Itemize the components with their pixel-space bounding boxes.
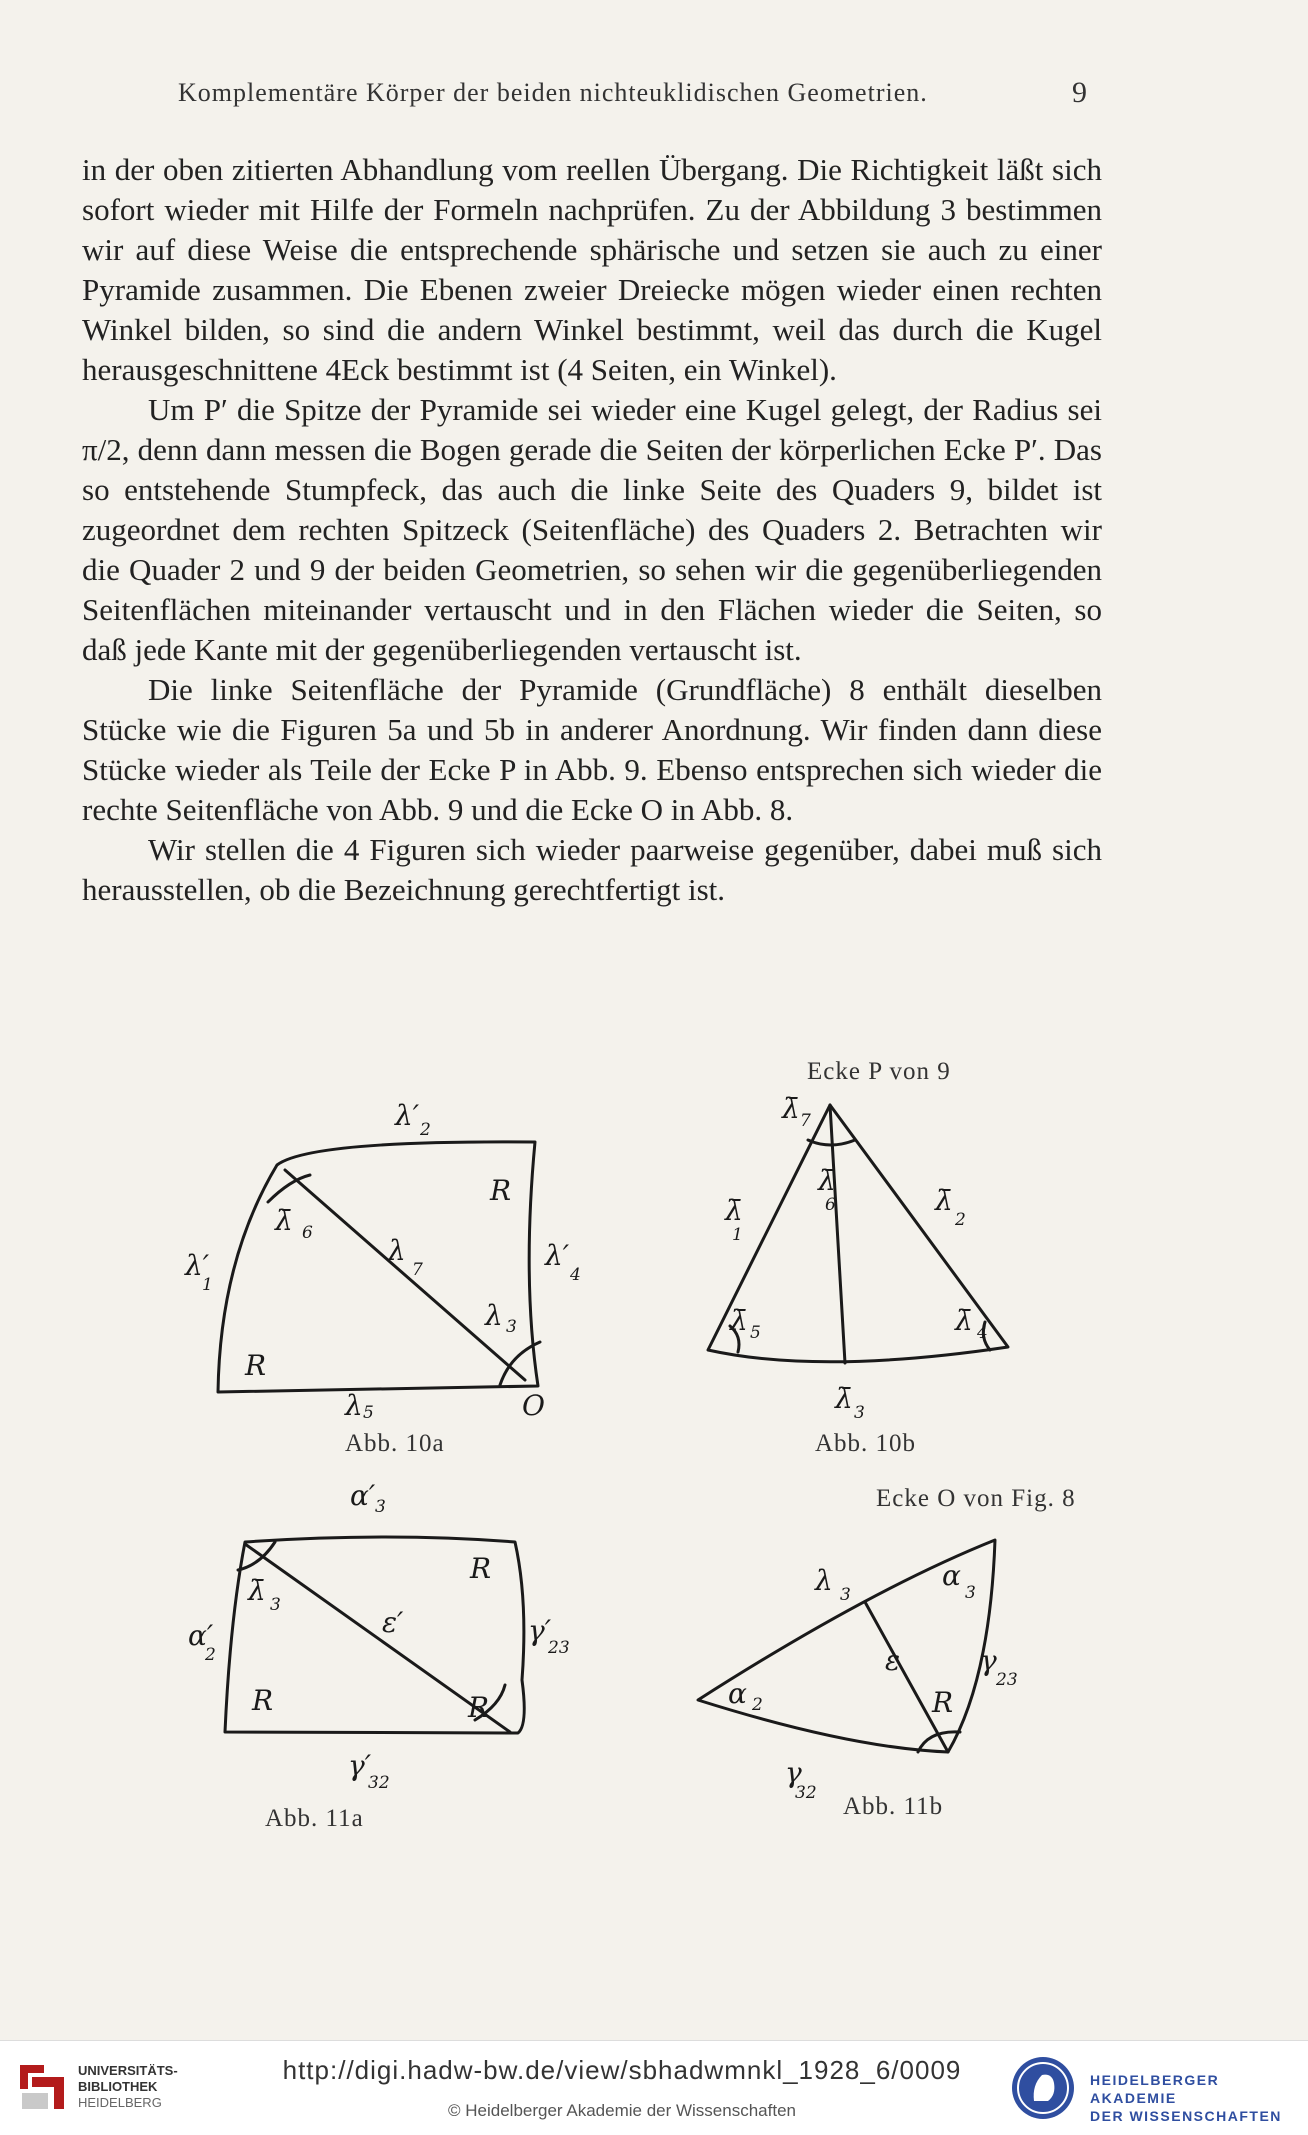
fig10a-label-corner-tl-sub: 6: [302, 1223, 313, 1243]
paragraph-2: Um P′ die Spitze der Pyramide sei wieder eine Kugel gelegt, der Radius sei π/2, denn dann messen die Bogen gerade die Seiten der körperlichen Ecke P′. Das so entstehende Stumpfeck, das auch die linke Seite des Quaders 9, bildet ist zugeordnet dem rechten Spitzeck (Seitenfläche) des Quaders 2. Betrachten wir die Quader 2 und 9 der beiden Geometrien, so sehen wir die gegenüberliegenden Seitenflächen miteinander vertauscht und in den Flächen wieder die Seiten, so daß jede Kante mit der gegenüberliegenden vertauscht ist.: [82, 392, 1102, 667]
figure-11a: [170, 1470, 600, 1810]
fig10a-label-bottom-sub: 5: [363, 1403, 374, 1423]
fig11a-label-corner-tl-sub: 3: [270, 1595, 281, 1615]
fig11b-label-top-sub: 3: [840, 1585, 851, 1605]
library-line-2: BIBLIOTHEK: [78, 2079, 158, 2094]
page-number: 9: [1072, 76, 1087, 109]
fig11b-label-mid: ε: [885, 1644, 901, 1677]
fig11b-label-left-sub: 2: [752, 1695, 763, 1715]
academy-seal-icon: [1010, 2055, 1076, 2121]
academy-name: [1090, 2071, 1308, 2125]
paragraph-1: in der oben zitierten Abhandlung vom reellen Übergang. Die Richtigkeit läßt sich sofort wieder mit Hilfe der Formeln nachprüfen. Zu der Abbildung 3 bestimmen wir auf diese Weise die entsprechende sphärische und setzen sie auch zu einer Pyramide zusammen. Die Ebenen zweier Dreiecke mögen wieder einen rechten Winkel bilden, so sind die andern Winkel bestimmt, weil das durch die Kugel herausgeschnittene 4Eck bestimmt ist (4 Seiten, ein Winkel).: [82, 152, 1102, 387]
fig10b-label-left: λ̄: [725, 1194, 743, 1227]
fig10a-label-corner-br-sub: 3: [506, 1317, 517, 1337]
fig10b-label-left-sub: 1: [732, 1225, 743, 1245]
fig10b-label-br: λ̄: [955, 1304, 973, 1337]
paragraph-4: Wir stellen die 4 Figuren sich wieder paarweise gegenüber, dabei muß sich herausstellen, ob die Bezeichnung gerechtfertigt ist.: [82, 832, 1102, 907]
fig11b-label-right-top: α: [942, 1559, 961, 1592]
fig10a-label-top: λ′: [395, 1099, 420, 1132]
fig10b-label-mid: λ̄: [818, 1164, 836, 1197]
fig10b-label-bottom: λ̄: [835, 1382, 853, 1415]
fig11a-label-corner-tl: λ̄: [248, 1574, 266, 1607]
fig11b-label-right: γ: [980, 1644, 997, 1677]
fig10a-label-left: λ′: [185, 1249, 210, 1282]
fig10a-label-diag: λ: [388, 1234, 406, 1267]
fig10b-label-bl-sub: 5: [750, 1323, 761, 1343]
academy-line-2: DER WISSENSCHAFTEN: [1090, 2108, 1282, 2124]
figure-11b: [680, 1520, 1060, 1810]
fig10a-label-right: λ′: [545, 1239, 570, 1272]
fig11a-label-left: α′: [188, 1619, 214, 1652]
fig11a-label-right-sub: 23: [548, 1638, 570, 1658]
fig10a-label-corner-tl: λ̄: [275, 1204, 293, 1237]
fig10a-angle-tl: [268, 1175, 310, 1202]
fig11a-label-diag: ε′: [382, 1606, 404, 1639]
fig10a-label-vertex-o: O: [522, 1389, 545, 1422]
fig11a-caption: Abb. 11a: [265, 1805, 364, 1832]
fig10b-title: Ecke P von 9: [807, 1058, 951, 1085]
fig11a-label-right: γ′: [528, 1614, 552, 1647]
fig11b-title: Ecke O von Fig. 8: [876, 1485, 1076, 1512]
fig11a-label-left-sub: 2: [205, 1645, 216, 1665]
body-text: [82, 150, 1102, 910]
footer-bar: [0, 2040, 1308, 2135]
fig11a-label-bottom: γ′: [348, 1749, 372, 1782]
library-line-3: HEIDELBERG: [78, 2095, 162, 2110]
figure-10a: [170, 1080, 600, 1423]
paragraph-3: Die linke Seitenfläche der Pyramide (Grundfläche) 8 enthält dieselben Stücke wie die Figuren 5a und 5b in anderer Anordnung. Wir finden dann diese Stücke wieder als Teile der Ecke P in Abb. 9. Ebenso entsprechen sich wieder die rechte Seitenfläche von Abb. 9 und die Ecke O in Abb. 8.: [82, 672, 1102, 827]
fig11b-label-left: α: [728, 1677, 747, 1710]
fig11a-label-r-top: R: [470, 1552, 492, 1585]
fig10b-label-right-sub: 2: [955, 1210, 966, 1230]
fig10a-label-corner-br: λ: [485, 1299, 503, 1332]
fig10b-label-mid-sub: 6: [825, 1195, 836, 1215]
fig10a-label-right-sub: 4: [570, 1265, 581, 1285]
fig11b-label-bottom-sub: 32: [795, 1783, 817, 1803]
fig10a-label-r-top: R: [490, 1174, 512, 1207]
fig11b-label-r: R: [932, 1686, 954, 1719]
fig10a-label-top-sub: 2: [420, 1120, 431, 1140]
fig10b-label-apex: λ̄: [782, 1092, 800, 1125]
university-library-name: [78, 2063, 178, 2111]
academy-line-1: HEIDELBERGER AKADEMIE: [1090, 2072, 1220, 2106]
fig11a-label-r-corner: R: [468, 1691, 490, 1724]
university-library-logo: [14, 2059, 70, 2115]
fig10b-label-bl: λ̄: [730, 1304, 748, 1337]
fig10a-caption: Abb. 10a: [345, 1430, 445, 1457]
fig11b-label-right-top-sub: 3: [965, 1583, 976, 1603]
fig10a-diagonal: [285, 1170, 525, 1380]
fig11b-label-top: λ: [815, 1564, 833, 1597]
fig10a-label-r-bottom: R: [245, 1349, 267, 1382]
fig11b-caption: Abb. 11b: [843, 1793, 944, 1820]
fig11a-label-top-sub: 3: [375, 1497, 386, 1517]
fig11a-label-top: α′: [350, 1479, 376, 1512]
library-line-1: UNIVERSITÄTS-: [78, 2063, 178, 2078]
fig11b-label-right-sub: 23: [996, 1670, 1018, 1690]
copyright-notice: © Heidelberger Akademie der Wissenschaften: [448, 2101, 796, 2120]
fig11b-label-bottom: γ: [785, 1756, 802, 1789]
fig10a-label-diag-sub: 7: [412, 1260, 423, 1280]
fig10a-label-left-sub: 1: [202, 1275, 213, 1295]
figure-10b: [690, 1090, 1040, 1423]
fig11a-label-r-bottom: R: [252, 1684, 274, 1717]
fig10b-label-apex-sub: 7: [800, 1111, 811, 1131]
fig10b-label-bottom-sub: 3: [854, 1403, 865, 1423]
fig10a-label-bottom: λ: [345, 1389, 363, 1422]
permalink-url[interactable]: http://digi.hadw-bw.de/view/sbhadwmnkl_1928_6/0009: [282, 2055, 962, 2085]
fig11b-inner-line: [865, 1602, 948, 1752]
running-head: Komplementäre Körper der beiden nichteuklidischen Geometrien.: [178, 78, 928, 107]
fig11a-label-bottom-sub: 32: [368, 1773, 390, 1793]
fig10b-label-right: λ̄: [935, 1184, 953, 1217]
fig10b-caption: Abb. 10b: [815, 1430, 917, 1457]
fig10b-label-br-sub: 4: [977, 1323, 988, 1343]
